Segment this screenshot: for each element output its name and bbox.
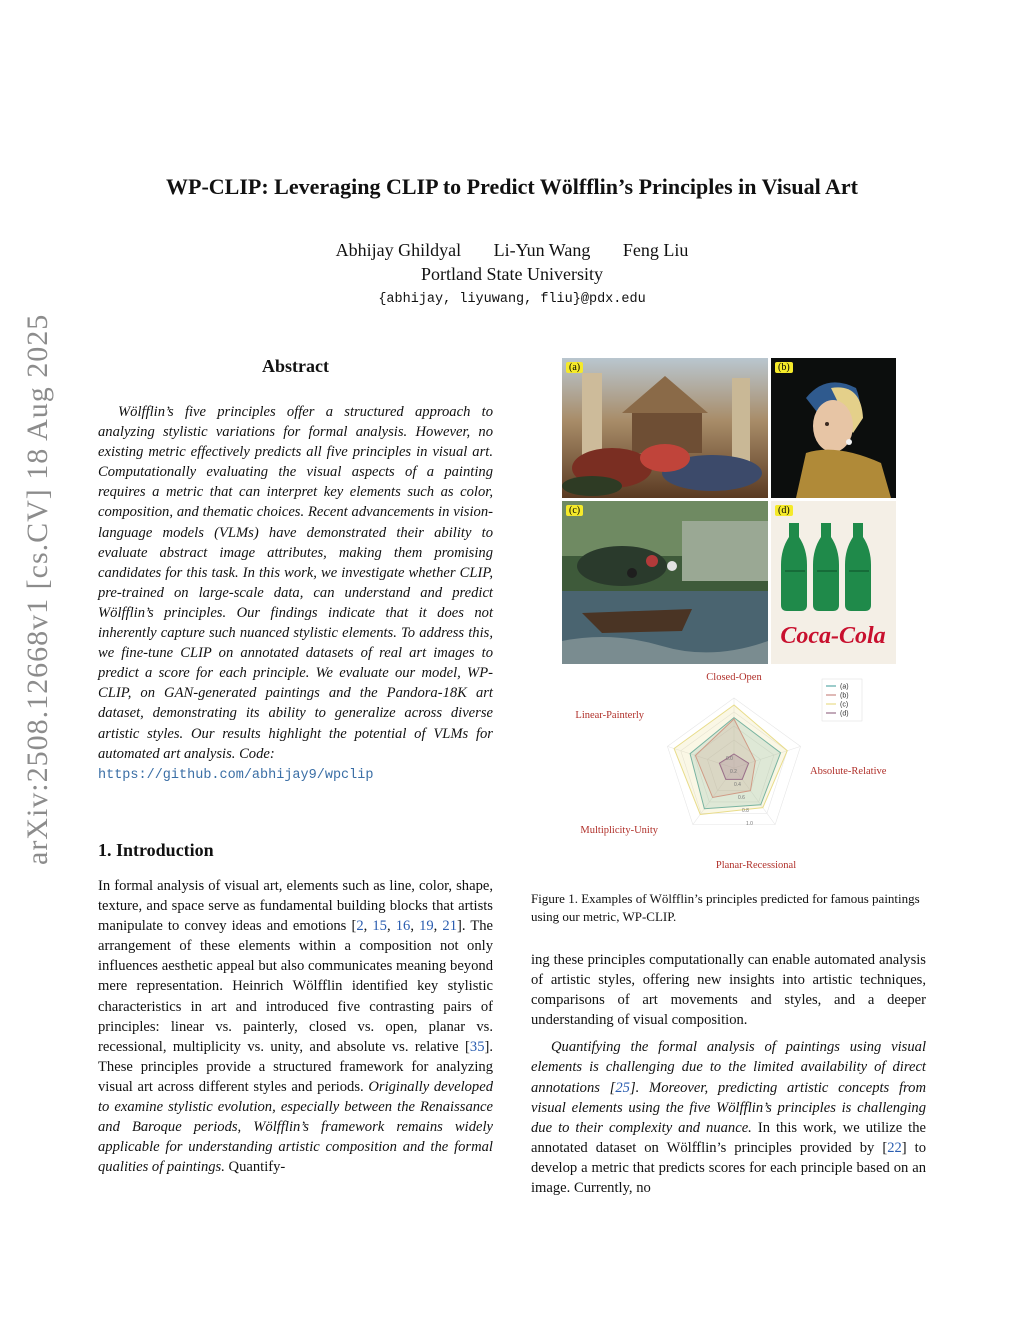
figure-1-caption: Figure 1. Examples of Wölfflin’s principles predicted for famous paintings using our metric, WP-CLIP. [531,891,920,924]
citation-link[interactable]: 22 [887,1139,902,1156]
citation-link[interactable]: 25 [615,1079,630,1096]
radar-legend-label: (d) [840,710,849,718]
radar-axis-label: Linear-Painterly [575,710,644,721]
radar-legend-label: (c) [840,701,849,709]
citation-link[interactable]: 19 [419,918,434,935]
author-name: Abhijay Ghildyal [335,240,462,260]
radar-axis-label: Multiplicity-Unity [580,825,658,836]
author-name: Li-Yun Wang [493,240,591,260]
radar-axis-label: Absolute-Relative [810,766,887,777]
painting-panel-c [562,501,768,664]
author-emails: {abhijay, liyuwang, fliu}@pdx.edu [378,292,646,307]
panel-label: (d) [775,505,793,516]
author-list [0,240,1024,261]
right-text: ] to develop a metric that predicts scores for each principle based on an image. Currently, no [531,1139,926,1197]
citation-link[interactable]: 2 [356,918,364,935]
code-link[interactable]: https://github.com/abhijay9/wpclip [98,767,374,783]
citation-link[interactable]: 16 [395,918,411,935]
intro-text: In formal analysis of visual art, elements such as line, color, shape, texture, and space serve as fundamental building blocks that artists manipulate to convey ideas and emotions [ [98,878,493,935]
intro-text: ]. These principles provide a structured framework for analyzing visual art across different styles and periods. [98,1038,493,1095]
citation-link[interactable]: 35 [469,1038,485,1055]
wolfflin-radar-chart [562,666,902,876]
radar-axis-label: Planar-Recessional [715,860,797,871]
right-italic-text: Quantifying the formal analysis of paintings using visual elements is challenging due to the limited availability of direct annotations [ [531,1039,926,1096]
panel-label: (b) [775,362,793,373]
right-paragraph-1: ing these principles computationally can enable automated analysis of artistic styles, offering new insights into artistic techniques, comparisons of art movements and styles, and a deeper understanding of visual composition. [531,952,926,1029]
radar-tick-label: 0.8 [742,808,749,814]
abstract-text: Wölfflin’s five principles offer a structured approach to analyzing stylistic variations for formal analysis. However, no existing metric effectively predicts all five principles in visual art. Computationally evaluating the visual aspects of a painting requires a metric that can interpret key elements such as color, composition, and thematic choices. Recent advancements in vision-language models (VLMs) have demonstrated their ability to evaluate abstract image attributes, making them promising candidates for this task. In this work, we investigate whether CLIP, pre-trained on large-scale data, can understand and predict Wölfflin’s principles. Our findings indicate that it does not inherently capture such nuanced stylistic elements. To address this, we fine-tune CLIP on annotated datasets of real art images to predict a score for each principle. We evaluate our model, WP-CLIP, on GAN-generated paintings and the Pandora-18K art dataset, demonstrating its ability to generalize across diverse artistic styles. Our results highlight the potential of VLMs for automated art analysis. Code: [98,404,493,762]
intro-text: ]. The arrangement of these elements within a composition not only influences aesthetic appeal but also communicates meaning beyond mere representation. Heinrich Wölfflin identified key stylistic characteristics in art and introduced five contrasting pairs of principles: linear vs. painterly, closed vs. open, planar vs. recessional, multiplicity vs. unity, and absolute vs. relative [ [98,918,494,1055]
radar-tick-label: 0.4 [734,782,741,788]
citation-link[interactable]: 15 [372,918,387,935]
abstract-body [98,402,493,786]
coca-cola-logo: Coca-Cola [780,623,886,649]
right-column-body [531,950,926,1198]
intro-body: In formal analysis of visual art, elements such as line, color, shape, texture, and space serve as fundamental building blocks that artists manipulate to convey ideas and emotions [2, 15, 16, 19, 21]. The arrangement of these elements within a composition not only influences aesthetic appeal but also communicates meaning beyond mere representation. Heinrich Wölfflin identified key stylistic characteristics in art and introduced five contrasting pairs of principles: linear vs. painterly, closed vs. open, planar vs. recessional, multiplicity vs. unity, and absolute vs. relative [35]. These principles provide a structured framework for analyzing visual art across different styles and periods. Originally developed to examine stylistic evolution, especially between the Renaissance and Baroque periods, Wölfflin’s framework remains widely applicable for understanding artistic composition and the formal qualities of paintings. Quantify- [98,878,494,1176]
paper-title: WP-CLIP: Leveraging CLIP to Predict Wölfflin’s Principles in Visual Art [166,174,858,199]
arxiv-banner: arXiv:2508.12668v1 [cs.CV] 18 Aug 2025 [21,313,54,865]
radar-tick-label: 1.0 [746,821,753,827]
intro-text: Quantify- [224,1159,286,1176]
painting-panel-d [771,501,896,664]
right-text: In this work, we utilize the annotated dataset on Wölfflin’s principles provided by [ [531,1119,926,1156]
radar-legend-label: (b) [840,692,849,700]
intro-italic-text: Originally developed to examine stylistic evolution, especially between the Renaissance and Baroque periods, Wölfflin’s framework remains widely applicable for understanding artistic composition and the formal qualities of paintings. [98,1078,493,1176]
panel-label: (c) [566,505,583,516]
right-italic-text: ]. Moreover, predicting artistic concepts from visual elements using the five Wölfflin’s principles is challenging due to their complexity and nuance. [531,1079,927,1136]
figure-1-images [562,358,896,664]
radar-tick-label: 0.0 [726,756,733,762]
radar-tick-label: 0.6 [738,795,745,801]
painting-panel-a [562,358,768,498]
radar-tick-label: 0.2 [730,769,737,775]
author-name: Feng Liu [622,240,689,260]
abstract-heading: Abstract [262,356,329,376]
affiliation: Portland State University [421,264,603,284]
painting-panel-b [771,358,896,498]
citation-link[interactable]: 21 [442,918,457,935]
radar-axis-label: Closed-Open [706,672,762,683]
panel-label: (a) [566,362,583,373]
radar-legend-label: (a) [840,683,849,691]
section-heading-introduction: 1. Introduction [98,840,214,860]
